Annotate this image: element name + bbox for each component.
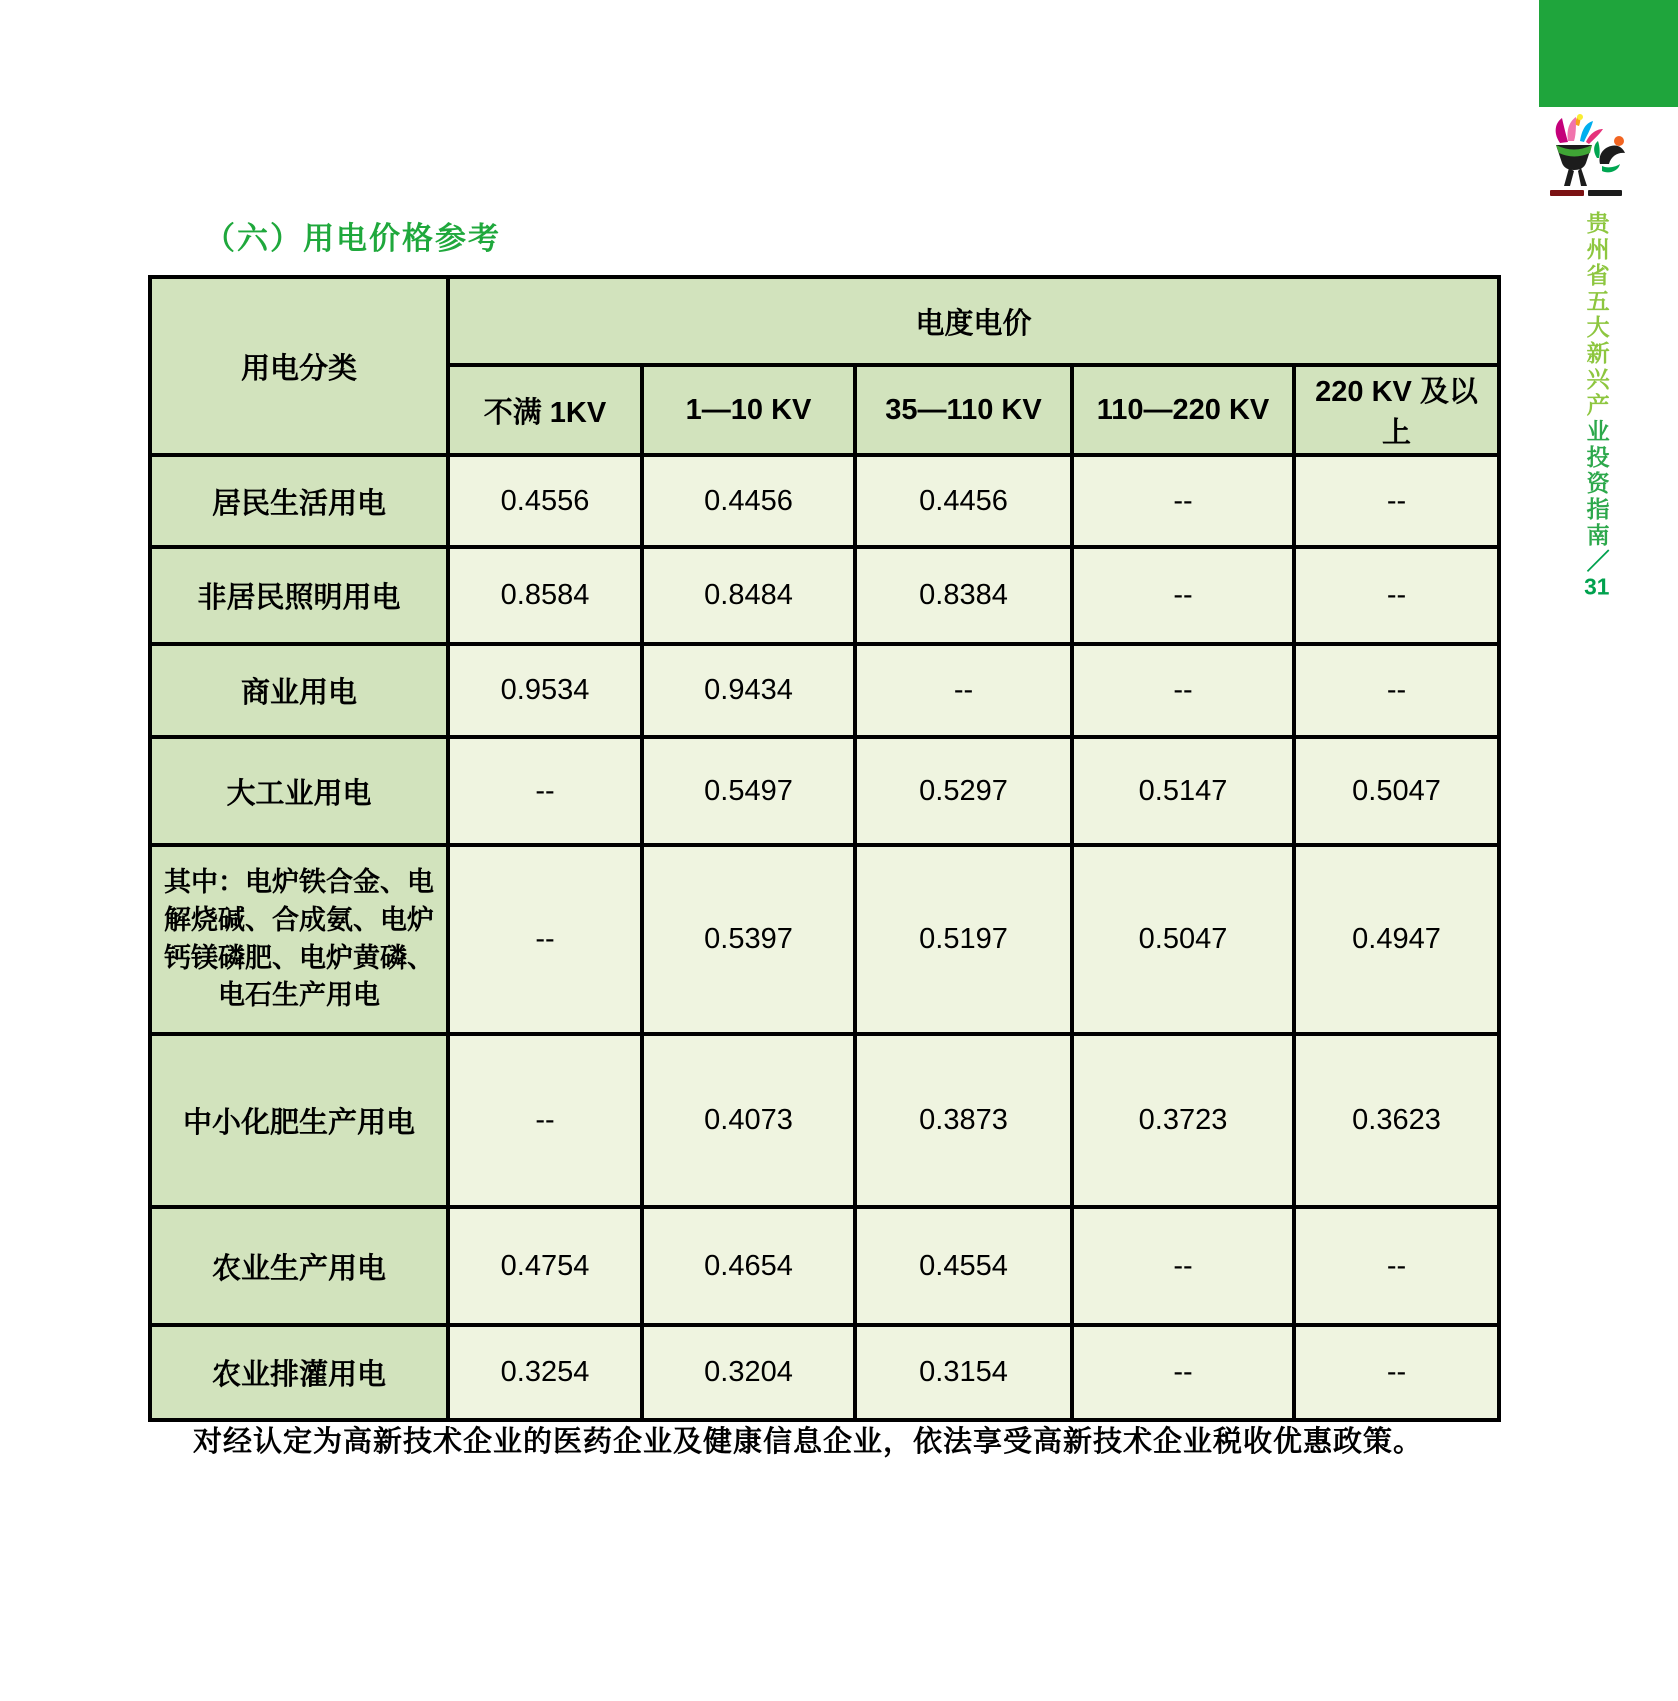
electricity-price-table <box>148 275 1501 1422</box>
price-cell: -- <box>448 737 642 845</box>
price-cell: 0.5197 <box>855 845 1072 1034</box>
price-cell: 0.8384 <box>855 547 1072 644</box>
row-label: 大工业用电 <box>150 737 448 845</box>
row-label: 中小化肥生产用电 <box>150 1034 448 1207</box>
price-cell: 0.4073 <box>642 1034 855 1207</box>
sidebar-separator: ／ <box>1583 549 1610 575</box>
guizhou-logo-graphic <box>1540 114 1632 200</box>
price-cell: 0.4554 <box>855 1207 1072 1325</box>
col-header-under-1kv: 不满 1KV <box>448 365 642 455</box>
page-corner-accent <box>1539 0 1678 107</box>
price-cell: -- <box>1294 455 1499 547</box>
price-cell: -- <box>1294 547 1499 644</box>
price-cell: -- <box>1072 1207 1294 1325</box>
row-label: 非居民照明用电 <box>150 547 448 644</box>
row-label: 居民生活用电 <box>150 455 448 547</box>
price-cell: 0.4947 <box>1294 845 1499 1034</box>
price-cell: 0.3723 <box>1072 1034 1294 1207</box>
col-header-1-10kv: 1—10 KV <box>642 365 855 455</box>
table-row <box>150 455 1499 547</box>
sidebar-title-part2: 业投资指南 <box>1583 419 1610 549</box>
price-cell: 0.3623 <box>1294 1034 1499 1207</box>
table-row <box>150 845 1499 1034</box>
price-cell: -- <box>1072 547 1294 644</box>
price-cell: -- <box>1294 1325 1499 1420</box>
price-cell: 0.5147 <box>1072 737 1294 845</box>
sidebar-page-number: 31 <box>1584 575 1610 598</box>
table-row <box>150 1034 1499 1207</box>
price-cell: 0.8584 <box>448 547 642 644</box>
col-header-220kv-plus: 220 KV 及以上 <box>1294 365 1499 455</box>
price-cell: 0.5047 <box>1294 737 1499 845</box>
table-row <box>150 1207 1499 1325</box>
col-header-110-220kv: 110—220 KV <box>1072 365 1294 455</box>
price-cell: 0.8484 <box>642 547 855 644</box>
price-cell: 0.5497 <box>642 737 855 845</box>
price-cell: -- <box>1294 644 1499 737</box>
price-cell: 0.5297 <box>855 737 1072 845</box>
price-cell: 0.4556 <box>448 455 642 547</box>
price-cell: -- <box>1072 1325 1294 1420</box>
price-cell: -- <box>1294 1207 1499 1325</box>
price-cell: 0.4456 <box>642 455 855 547</box>
price-cell: 0.5047 <box>1072 845 1294 1034</box>
guizhou-logo <box>1540 114 1632 200</box>
price-cell: -- <box>448 1034 642 1207</box>
group-header-cell: 电度电价 <box>448 277 1499 365</box>
price-cell: 0.4456 <box>855 455 1072 547</box>
price-cell: -- <box>1072 644 1294 737</box>
corner-header-cell: 用电分类 <box>150 277 448 455</box>
price-cell: 0.3154 <box>855 1325 1072 1420</box>
table-row <box>150 547 1499 644</box>
row-label: 其中：电炉铁合金、电解烧碱、合成氨、电炉钙镁磷肥、电炉黄磷、电石生产用电 <box>150 845 448 1034</box>
table-row <box>150 737 1499 845</box>
price-cell: -- <box>1072 455 1294 547</box>
price-cell: -- <box>448 845 642 1034</box>
price-cell: 0.3204 <box>642 1325 855 1420</box>
table-group-header-row <box>150 277 1499 365</box>
price-cell: 0.3254 <box>448 1325 642 1420</box>
price-cell: -- <box>855 644 1072 737</box>
row-label: 农业生产用电 <box>150 1207 448 1325</box>
row-label: 商业用电 <box>150 644 448 737</box>
table-row <box>150 644 1499 737</box>
price-cell: 0.4754 <box>448 1207 642 1325</box>
sidebar-title-part1: 贵州省五大新兴产 <box>1583 211 1610 419</box>
price-cell: 0.4654 <box>642 1207 855 1325</box>
table-row <box>150 1325 1499 1420</box>
price-cell: 0.9434 <box>642 644 855 737</box>
price-cell: 0.3873 <box>855 1034 1072 1207</box>
price-cell: 0.9534 <box>448 644 642 737</box>
price-cell: 0.5397 <box>642 845 855 1034</box>
footnote: 对经认定为高新技术企业的医药企业及健康信息企业，依法享受高新技术企业税收优惠政策。 <box>193 1426 1424 1458</box>
sidebar-vertical-title <box>1582 211 1610 611</box>
section-title: （六）用电价格参考 <box>204 221 501 256</box>
row-label: 农业排灌用电 <box>150 1325 448 1420</box>
col-header-35-110kv: 35—110 KV <box>855 365 1072 455</box>
